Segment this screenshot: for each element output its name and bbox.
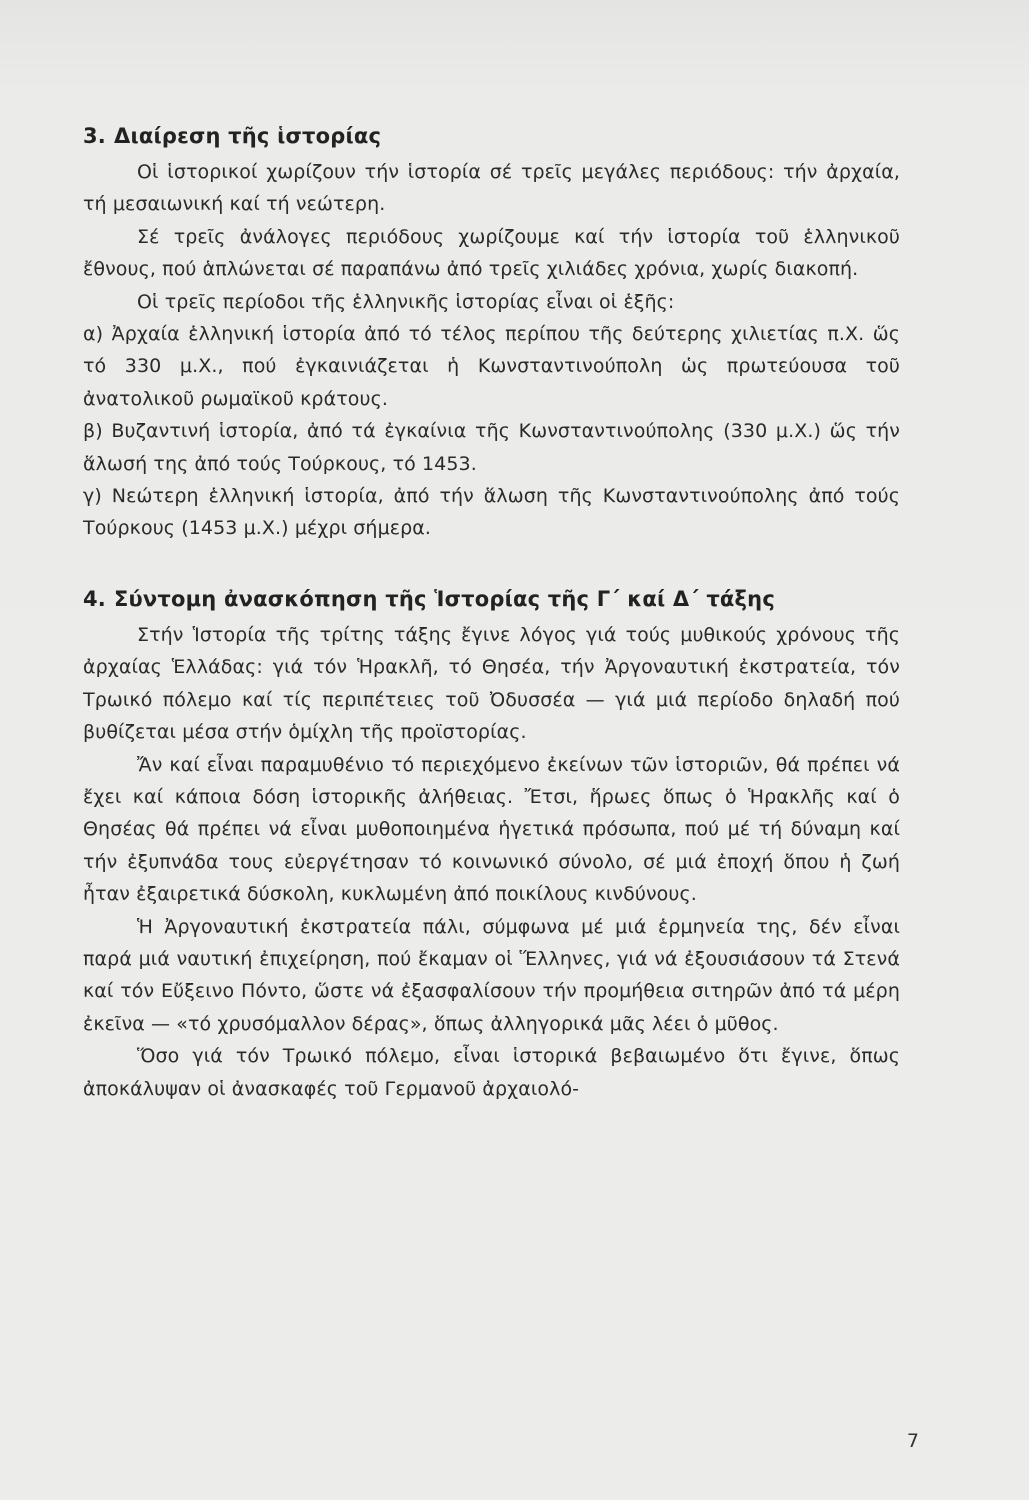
section-4-paragraph-2: Ἄν καί εἶναι παραμυθένιο τό περιεχόμενο ἐκείνων τῶν ἱστοριῶν, θά πρέπει νά ἔχει καί κάποια δόση ἱστορικῆς ἀλήθειας. Ἔτσι, ἥρωες ὅπως ὁ Ἡρακλῆς καί ὁ Θησέας θά πρέπει νά εἶναι μυθοποιημένα ἡγετικά πρόσωπα, πού μέ τή δύναμη καί τήν ἐξυπνάδα τους εὐεργέτησαν τό κοινωνικό σύνολο, σέ μιά ἐποχή ὅπου ἡ ζωή ἦταν ἐξαιρετικά δύσκολη, κυκλωμένη ἀπό ποικίλους κινδύνους.	[83, 753, 900, 906]
section-3-title: Διαίρεση τῆς ἱστορίας	[114, 124, 382, 148]
section-gap	[83, 545, 900, 579]
text-column	[83, 116, 900, 1105]
period-item-b: β) Βυζαντινή ἱστορία, ἀπό τά ἐγκαίνια τῆς Κωνσταντινούπολης (330 μ.Χ.) ὥς τήν ἅλωσή της ἀπό τούς Τούρκους, τό 1453.	[83, 420, 900, 475]
section-3-paragraph-1: Οἱ ἱστορικοί χωρίζουν τήν ἱστορία σέ τρεῖς μεγάλες περιόδους: τήν ἀρχαία, τή μεσαιωνική καί τή νεώτερη.	[83, 161, 900, 216]
section-4-paragraph-4: Ὅσο γιά τόν Τρωικό πόλεμο, εἶναι ἱστορικά βεβαιωμένο ὅτι ἔγινε, ὅπως ἀποκάλυψαν οἱ ἀνασκαφές τοῦ Γερμανοῦ ἀρχαιολό-	[83, 1045, 900, 1100]
page-number: 7	[906, 1430, 919, 1452]
section-3-paragraph-2: Σέ τρεῖς ἀνάλογες περιόδους χωρίζουμε καί τήν ἱστορία τοῦ ἑλληνικοῦ ἔθνους, πού ἁπλώνεται σέ παραπάνω ἀπό τρεῖς χιλιάδες χρόνια, χωρίς διακοπή.	[83, 225, 900, 281]
section-3-heading	[83, 116, 900, 156]
section-4-number: 4.	[83, 586, 106, 611]
section-4-title: Σύντομη ἀνασκόπηση τῆς Ἱστορίας τῆς Γ΄ καί Δ΄ τάξης	[114, 586, 775, 611]
section-3-number: 3.	[83, 124, 106, 148]
period-item-a: α) Ἀρχαία ἑλληνική ἱστορία ἀπό τό τέλος περίπου τῆς δεύτερης χιλιετίας π.Χ. ὥς τό 330 μ.Χ., πού ἐγκαινιάζεται ἡ Κωνσταντινούπολη ὡς πρωτεύουσα τοῦ ἀνατολικοῦ ρωμαϊκοῦ κράτους.	[83, 323, 900, 410]
section-4-paragraph-3: Ἡ Ἀργοναυτική ἐκστρατεία πάλι, σύμφωνα μέ μιά ἑρμηνεία της, δέν εἶναι παρά μιά ναυτική ἐπιχείρηση, πού ἔκαμαν οἱ Ἕλληνες, γιά νά ἐξουσιάσουν τά Στενά καί τόν Εὔξεινο Πόντο, ὥστε νά ἐξασφαλίσουν τήν προμήθεια σιτηρῶν ἀπό τά μέρη ἐκεῖνα — «τό χρυσόμαλλον δέρας», ὅπως ἀλληγορικά μᾶς λέει ὁ μῦθος.	[83, 915, 900, 1035]
period-item-c: γ) Νεώτερη ἑλληνική ἱστορία, ἀπό τήν ἅλωση τῆς Κωνσταντινούπολης ἀπό τούς Τούρκους (1453 μ.Χ.) μέχρι σήμερα.	[83, 485, 900, 540]
section-4-heading	[83, 579, 900, 619]
section-4-paragraph-1: Στήν Ἱστορία τῆς τρίτης τάξης ἔγινε λόγος γιά τούς μυθικούς χρόνους τῆς ἀρχαίας Ἑλλάδας: γιά τόν Ἡρακλῆ, τό Θησέα, τήν Ἀργοναυτική ἐκστρατεία, τόν Τρωικό πόλεμο καί τίς περιπέτειες τοῦ Ὀδυσσέα — γιά μιά περίοδο δηλαδή πού βυθίζεται μέσα στήν ὁμίχλη τῆς προϊστορίας.	[83, 623, 900, 744]
section-3-paragraph-3: Οἱ τρεῖς περίοδοι τῆς ἑλληνικῆς ἱστορίας εἶναι οἱ ἑξῆς:	[137, 290, 675, 313]
